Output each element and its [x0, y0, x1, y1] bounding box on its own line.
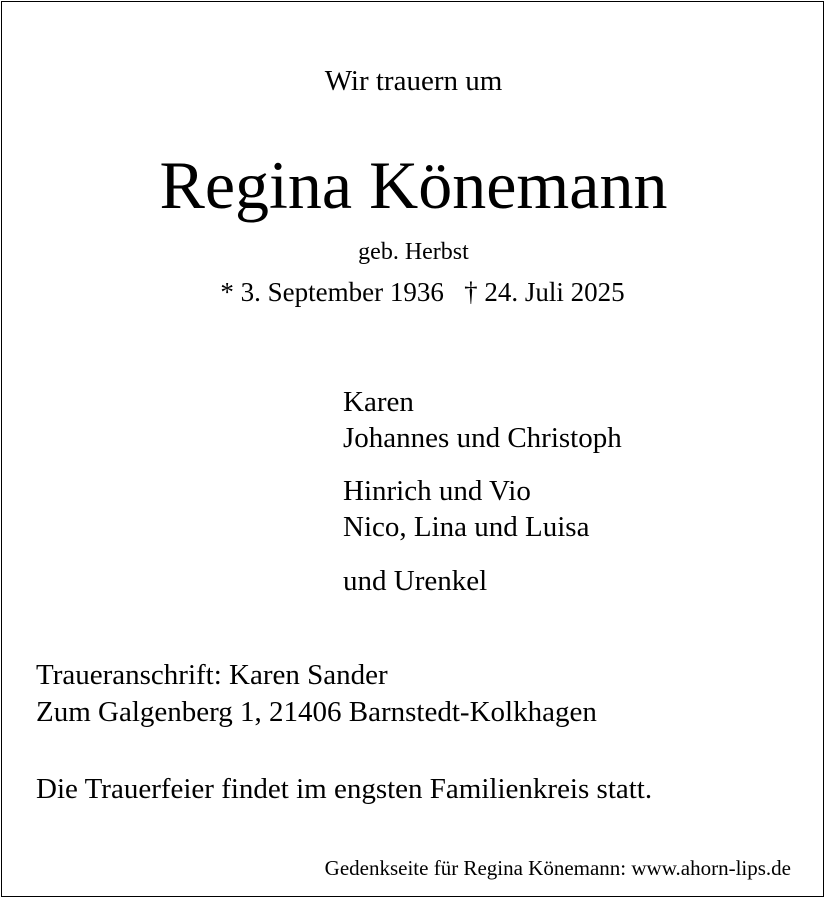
maiden-name: geb. Herbst	[358, 239, 469, 265]
death-date: † 24. Juli 2025	[464, 277, 625, 307]
ceremony-note: Die Trauerfeier findet im engsten Familienkreis statt.	[36, 773, 653, 805]
mourner-line: Hinrich und Vio	[343, 475, 531, 507]
life-dates	[0, 276, 827, 308]
birth-date: * 3. September 1936	[220, 277, 444, 307]
mourner-line: Johannes und Christoph	[343, 422, 622, 454]
address-line: Traueranschrift: Karen Sander	[36, 659, 388, 691]
intro-text: Wir trauern um	[324, 65, 503, 97]
mourners-group-great-grandchildren	[343, 563, 487, 599]
mourner-line: Karen	[343, 386, 414, 418]
mourning-address	[36, 657, 597, 731]
mourners-group-second	[343, 473, 589, 545]
address-line: Zum Galgenberg 1, 21406 Barnstedt-Kolkhagen	[36, 696, 597, 728]
memorial-page-link[interactable]: Gedenkseite für Regina Könemann: www.ahorn-lips.de	[324, 856, 791, 880]
mourner-line: Nico, Lina und Luisa	[343, 511, 590, 543]
mourner-line: und Urenkel	[343, 565, 488, 597]
mourners-group-children	[343, 384, 622, 456]
date-spacer	[444, 277, 464, 307]
deceased-name: Regina Könemann	[159, 147, 668, 223]
